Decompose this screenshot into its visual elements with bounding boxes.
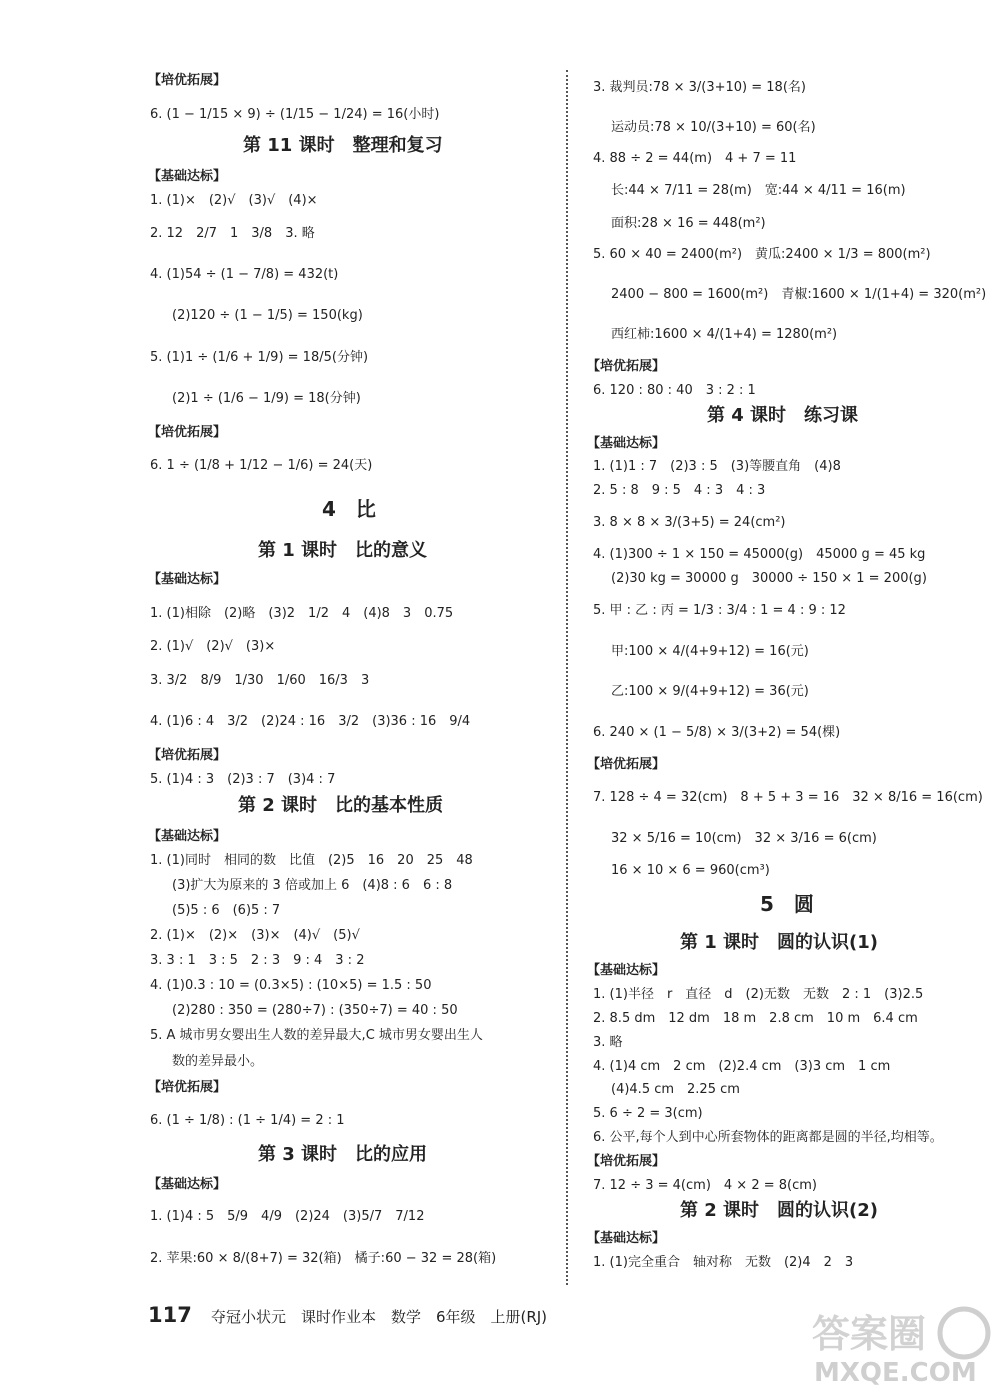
answer-line: 2. 12 2/7 1 3/8 3. 略 bbox=[150, 226, 315, 241]
answer-line: 6. 240 × (1 − 5/8) × 3/(3+2) = 54(棵) bbox=[593, 725, 841, 740]
section-tag: 【基础达标】 bbox=[587, 436, 666, 451]
answer-line: 4. (1)300 ÷ 1 × 150 = 45000(g) 45000 g = 45 kg bbox=[593, 547, 926, 562]
section-tag: 【培优拓展】 bbox=[148, 1080, 227, 1095]
lesson-title: 第 2 课时 圆的认识(2) bbox=[680, 1200, 879, 1221]
section-tag: 【培优拓展】 bbox=[148, 73, 227, 88]
lesson-title: 第 1 课时 比的意义 bbox=[258, 540, 428, 561]
unit-title: 5 圆 bbox=[760, 892, 814, 916]
answer-line: (2)120 ÷ (1 − 1/5) = 150(kg) bbox=[172, 308, 363, 323]
answer-line: 运动员:78 × 10/(3+10) = 60(名) bbox=[611, 120, 816, 135]
answer-line: 1. (1)半径 r 直径 d (2)无数 无数 2 : 1 (3)2.5 bbox=[593, 987, 924, 1002]
watermark-text: 答案圈 bbox=[812, 1312, 927, 1356]
answer-line: (2)30 kg = 30000 g 30000 ÷ 150 × 1 = 200(g) bbox=[611, 571, 927, 586]
watermark-ring-icon bbox=[940, 1309, 988, 1357]
answer-line: 1. (1)完全重合 轴对称 无数 (2)4 2 3 bbox=[593, 1255, 854, 1270]
section-tag: 【基础达标】 bbox=[587, 963, 666, 978]
answer-line: 1. (1)1 : 7 (2)3 : 5 (3)等腰直角 (4)8 bbox=[593, 459, 841, 474]
answer-line: 甲:100 × 4/(4+9+12) = 16(元) bbox=[611, 644, 809, 659]
lesson-title: 第 2 课时 比的基本性质 bbox=[238, 795, 444, 816]
section-tag: 【培优拓展】 bbox=[587, 359, 666, 374]
unit-title: 4 比 bbox=[322, 497, 376, 521]
answer-line: (4)4.5 cm 2.25 cm bbox=[611, 1082, 740, 1097]
answer-line: 5. 6 ÷ 2 = 3(cm) bbox=[593, 1106, 703, 1121]
answer-line: 6. 1 ÷ (1/8 + 1/12 − 1/6) = 24(天) bbox=[150, 458, 373, 473]
watermark-url: MXQE.COM bbox=[814, 1358, 977, 1385]
answer-line: 16 × 10 × 6 = 960(cm³) bbox=[611, 863, 770, 878]
section-tag: 【基础达标】 bbox=[587, 1231, 666, 1246]
lesson-title: 第 11 课时 整理和复习 bbox=[243, 135, 443, 156]
answer-line: 2400 − 800 = 1600(m²) 青椒:1600 × 1/(1+4) = 320(m²) bbox=[611, 287, 987, 302]
answer-line: 3. 略 bbox=[593, 1035, 623, 1050]
answer-line: 6. 公平,每个人到中心所套物体的距离都是圆的半径,均相等。 bbox=[593, 1130, 943, 1145]
section-tag: 【基础达标】 bbox=[148, 829, 227, 844]
page-number: 117 bbox=[148, 1303, 192, 1327]
answer-line: 3. 3 : 1 3 : 5 2 : 3 9 : 4 3 : 2 bbox=[150, 953, 365, 968]
answer-line: 6. (1 ÷ 1/8) : (1 ÷ 1/4) = 2 : 1 bbox=[150, 1113, 345, 1128]
answer-line: 面积:28 × 16 = 448(m²) bbox=[611, 216, 766, 231]
answer-line: 5. 60 × 40 = 2400(m²) 黄瓜:2400 × 1/3 = 800(m²) bbox=[593, 247, 931, 262]
answer-line: (2)280 : 350 = (280÷7) : (350÷7) = 40 : 50 bbox=[172, 1003, 458, 1018]
answer-line: 32 × 5/16 = 10(cm) 32 × 3/16 = 6(cm) bbox=[611, 831, 877, 846]
watermark-logo bbox=[804, 1305, 994, 1385]
answer-line: 4. (1)6 : 4 3/2 (2)24 : 16 3/2 (3)36 : 16 9/4 bbox=[150, 714, 471, 729]
section-tag: 【培优拓展】 bbox=[148, 748, 227, 763]
answer-line: 6. (1 − 1/15 × 9) ÷ (1/15 − 1/24) = 16(小时) bbox=[150, 107, 440, 122]
answer-line: 1. (1)相除 (2)略 (3)2 1/2 4 (4)8 3 0.75 bbox=[150, 606, 454, 621]
page-footer bbox=[148, 1303, 547, 1327]
answer-line: 2. 苹果:60 × 8/(8+7) = 32(箱) 橘子:60 − 32 = 28(箱) bbox=[150, 1251, 497, 1266]
answer-line: 西红柿:1600 × 4/(1+4) = 1280(m²) bbox=[611, 327, 838, 342]
answer-line: 1. (1)× (2)√ (3)√ (4)× bbox=[150, 193, 318, 208]
answer-line: 2. 8.5 dm 12 dm 18 m 2.8 cm 10 m 6.4 cm bbox=[593, 1011, 918, 1026]
answer-line: 乙:100 × 9/(4+9+12) = 36(元) bbox=[611, 684, 809, 699]
lesson-title: 第 1 课时 圆的认识(1) bbox=[680, 932, 879, 953]
answer-line: 2. 5 : 8 9 : 5 4 : 3 4 : 3 bbox=[593, 483, 766, 498]
lesson-title: 第 4 课时 练习课 bbox=[707, 405, 859, 426]
answer-line: 5. A 城市男女婴出生人数的差异最大,C 城市男女婴出生人 bbox=[150, 1028, 483, 1043]
answer-line: 2. (1)√ (2)√ (3)× bbox=[150, 639, 276, 654]
section-tag: 【基础达标】 bbox=[148, 572, 227, 587]
section-tag: 【培优拓展】 bbox=[587, 757, 666, 772]
answer-line: 4. (1)54 ÷ (1 − 7/8) = 432(t) bbox=[150, 267, 339, 282]
section-tag: 【培优拓展】 bbox=[148, 425, 227, 440]
answer-line: 3. 裁判员:78 × 3/(3+10) = 18(名) bbox=[593, 80, 806, 95]
answer-line: (3)扩大为原来的 3 倍或加上 6 (4)8 : 6 6 : 8 bbox=[172, 878, 453, 893]
answer-line: 长:44 × 7/11 = 28(m) 宽:44 × 4/11 = 16(m) bbox=[611, 183, 906, 198]
answer-line: 7. 12 ÷ 3 = 4(cm) 4 × 2 = 8(cm) bbox=[593, 1178, 817, 1193]
answer-line: 5. (1)4 : 3 (2)3 : 7 (3)4 : 7 bbox=[150, 772, 336, 787]
answer-line: 5. (1)1 ÷ (1/6 + 1/9) = 18/5(分钟) bbox=[150, 350, 369, 365]
answer-line: (2)1 ÷ (1/6 − 1/9) = 18(分钟) bbox=[172, 391, 361, 406]
section-tag: 【培优拓展】 bbox=[587, 1154, 666, 1169]
lesson-title: 第 3 课时 比的应用 bbox=[258, 1144, 428, 1165]
answer-line: 3. 8 × 8 × 3/(3+5) = 24(cm²) bbox=[593, 515, 786, 530]
answer-line: 4. (1)4 cm 2 cm (2)2.4 cm (3)3 cm 1 cm bbox=[593, 1059, 891, 1074]
answer-line: 4. 88 ÷ 2 = 44(m) 4 + 7 = 11 bbox=[593, 151, 797, 166]
answer-line: 4. (1)0.3 : 10 = (0.3×5) : (10×5) = 1.5 : 50 bbox=[150, 978, 432, 993]
right-column bbox=[565, 0, 1000, 1389]
answer-line: 3. 3/2 8/9 1/30 1/60 16/3 3 bbox=[150, 673, 370, 688]
answer-line: 5. 甲 : 乙 : 丙 = 1/3 : 3/4 : 1 = 4 : 9 : 12 bbox=[593, 603, 846, 618]
answer-line: 7. 128 ÷ 4 = 32(cm) 8 + 5 + 3 = 16 32 × 8/16 = 16(cm) bbox=[593, 790, 983, 805]
answer-line: 1. (1)同时 相同的数 比值 (2)5 16 20 25 48 bbox=[150, 853, 473, 868]
answer-line: 6. 120 : 80 : 40 3 : 2 : 1 bbox=[593, 383, 756, 398]
answer-line: (5)5 : 6 (6)5 : 7 bbox=[172, 903, 281, 918]
book-title: 夺冠小状元 课时作业本 数学 6年级 上册(RJ) bbox=[210, 1308, 548, 1326]
answer-line: 2. (1)× (2)× (3)× (4)√ (5)√ bbox=[150, 928, 360, 943]
section-tag: 【基础达标】 bbox=[148, 1177, 227, 1192]
answer-line: 数的差异最小。 bbox=[172, 1054, 264, 1069]
answer-line: 1. (1)4 : 5 5/9 4/9 (2)24 (3)5/7 7/12 bbox=[150, 1209, 425, 1224]
section-tag: 【基础达标】 bbox=[148, 169, 227, 184]
